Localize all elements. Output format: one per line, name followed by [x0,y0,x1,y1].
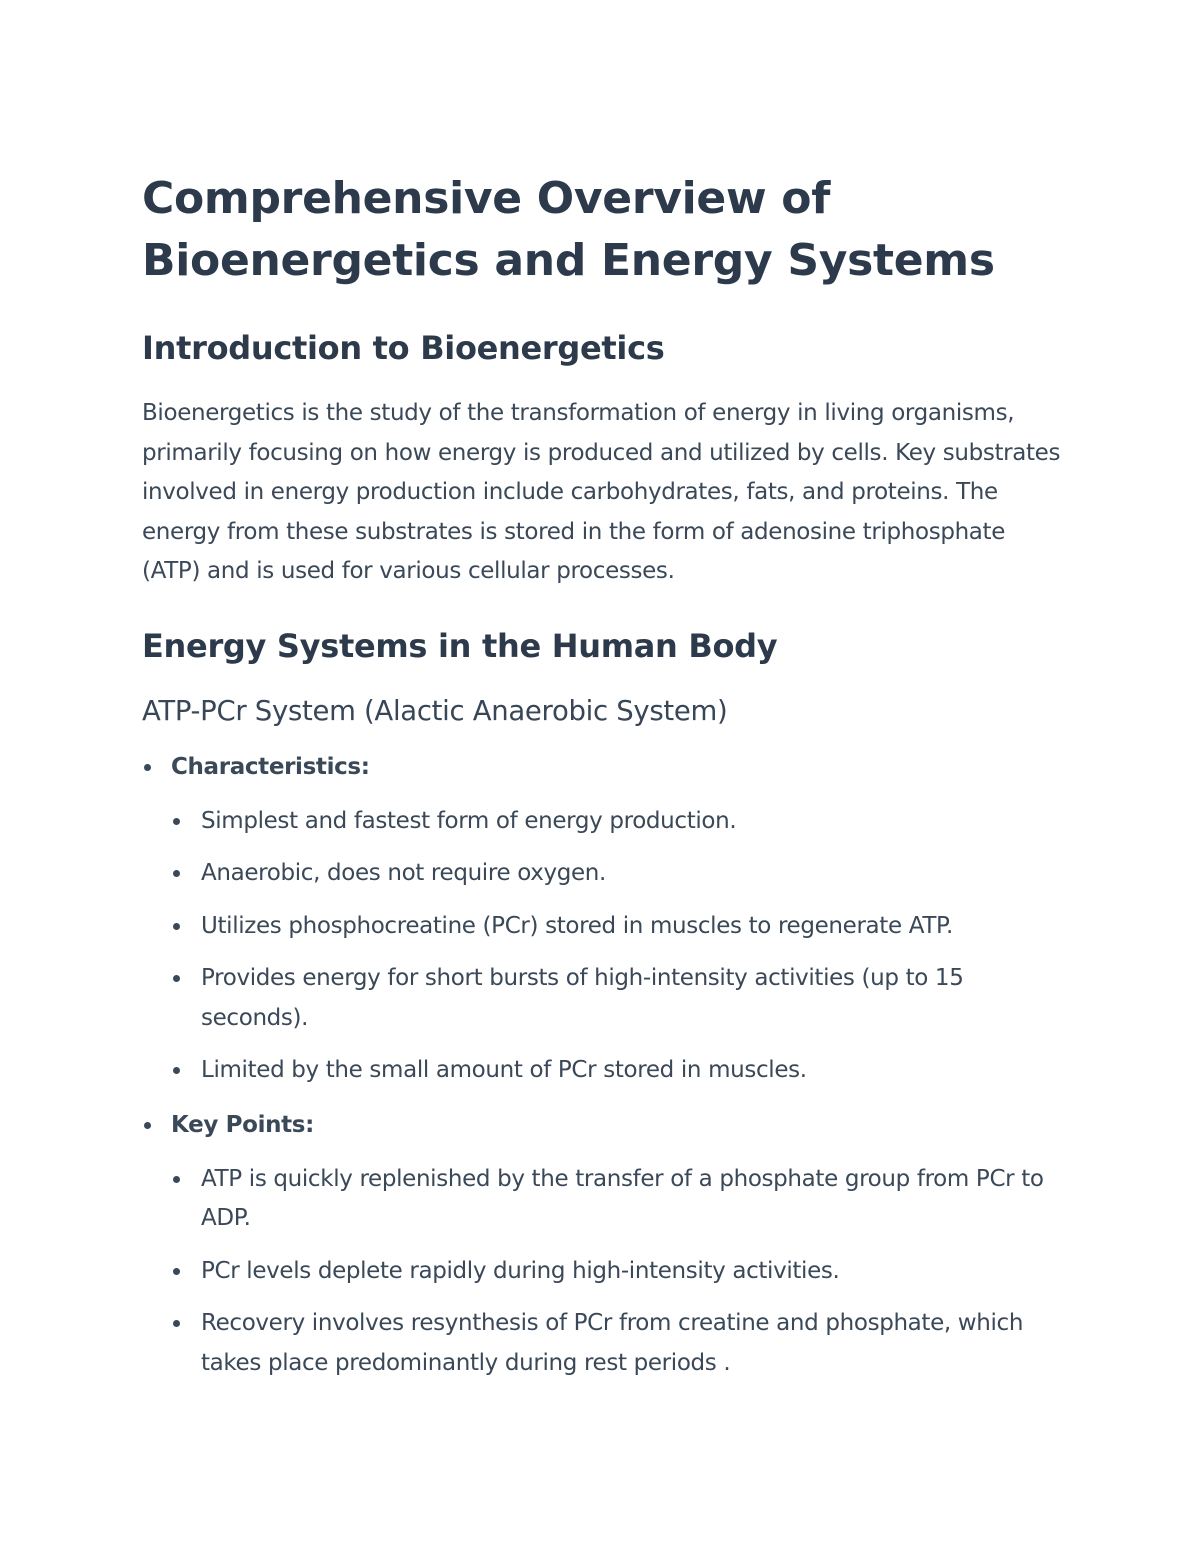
document-title-line-2: Bioenergetics and Energy Systems [142,235,995,286]
bullet-icon [173,975,180,982]
atp-pcr-list [142,752,1062,1384]
list-item-text: Recovery involves resynthesis of PCr from creatine and phosphate, which takes place predominantly during rest periods . [201,1310,1024,1376]
bullet-icon [173,1176,180,1183]
key-points-label: Key Points: [171,1111,314,1138]
document-title-line-1: Comprehensive Overview of [142,173,831,224]
bullet-icon [173,1320,180,1327]
bullet-icon [173,1268,180,1275]
characteristics-label: Characteristics: [171,753,370,780]
list-item-text: PCr levels deplete rapidly during high-intensity activities. [201,1257,840,1284]
list-item-text: ATP is quickly replenished by the transfer of a phosphate group from PCr to ADP. [201,1165,1044,1231]
list-item [142,1304,1062,1383]
list-item-text: Simplest and fastest form of energy production. [201,807,737,834]
characteristics-sublist [142,802,1062,1091]
characteristics-group [142,752,1062,1091]
list-item [142,959,1062,1038]
key-points-item [142,1110,1062,1140]
energy-systems-heading: Energy Systems in the Human Body [142,626,778,665]
key-points-group [142,1110,1062,1384]
list-item-text: Limited by the small amount of PCr stored in muscles. [201,1057,807,1083]
list-item [142,1160,1062,1239]
list-item-text: Anaerobic, does not require oxygen. [201,860,606,886]
list-item [142,802,1062,842]
list-item [142,907,1062,947]
list-item [142,1051,1062,1091]
characteristics-item [142,752,1062,782]
document-page [142,168,1062,1402]
bullet-icon [173,818,180,825]
intro-paragraph: Bioenergetics is the study of the transformation of energy in living organisms, primarily focusing on how energy is produced and utilized by cells. Key substrates involved in energy production include carbohydrates, fats, and proteins. The energy from these substrates is stored in the form of adenosine triphosphate (ATP) and is used for various cellular processes. [142,400,1061,584]
list-item [142,854,1062,894]
bullet-icon [144,764,151,771]
intro-heading: Introduction to Bioenergetics [142,329,665,367]
bullet-icon [173,870,180,877]
list-item-text: Provides energy for short bursts of high-intensity activities (up to 15 seconds). [201,965,964,1031]
atp-pcr-heading: ATP-PCr System (Alactic Anaerobic System) [142,694,728,727]
bullet-icon [173,1067,180,1074]
bullet-icon [144,1122,151,1129]
list-item-text: Utilizes phosphocreatine (PCr) stored in muscles to regenerate ATP. [201,912,953,939]
document-title [142,168,1062,292]
list-item [142,1252,1062,1292]
bullet-icon [173,923,180,930]
key-points-sublist [142,1160,1062,1384]
